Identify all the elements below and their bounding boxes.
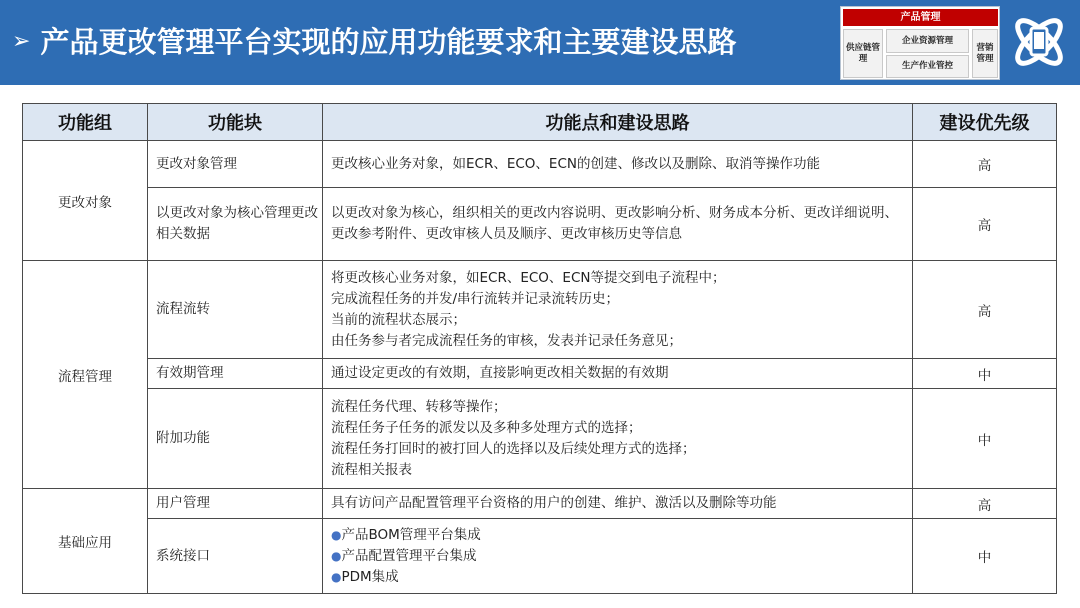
points-cell (323, 261, 913, 359)
point-text: 通过设定更改的有效期，直接影响更改相关数据的有效期 (331, 365, 669, 381)
point-text: 将更改核心业务对象，如ECR、ECO、ECN等提交到电子流程中； (331, 269, 726, 286)
priority-cell: 高 (913, 489, 1057, 519)
group-basic-application: 基础应用 (23, 489, 148, 594)
point-text: 以更改对象为核心，组织相关的更改内容说明、更改影响分析、财务成本分析、更改详细说明、更改参考附件、更改审核人员及顺序、更改审核历史等信息 (331, 205, 898, 242)
priority-cell: 高 (913, 261, 1057, 359)
points-cell (323, 188, 913, 261)
point-text: 具有访问产品配置管理平台资格的用户的创建、维护、激活以及删除等功能 (331, 495, 777, 511)
point-text: 流程相关报表 (331, 461, 412, 478)
bullet-point-text: ● 产品配置管理平台集成 (331, 546, 906, 567)
header-priority: 建设优先级 (913, 104, 1057, 141)
block-cell: 以更改对象为核心管理更改相关数据 (148, 188, 323, 261)
bullet-point-text: ● PDM集成 (331, 567, 906, 588)
point-text: 更改核心业务对象，如ECR、ECO、ECN的创建、修改以及删除、取消等操作功能 (331, 155, 820, 172)
points-cell (323, 389, 913, 489)
points-cell (323, 519, 913, 594)
product-management-diagram (840, 6, 1000, 80)
table-row (23, 359, 1057, 389)
table-row (23, 141, 1057, 188)
diagram-product-management: 产品管理 (843, 9, 998, 26)
block-cell: 附加功能 (148, 389, 323, 489)
priority-cell: 中 (913, 389, 1057, 489)
table-row (23, 519, 1057, 594)
point-text: 流程任务打回时的被打回人的选择以及后续处理方式的选择； (331, 440, 696, 457)
block-cell: 用户管理 (148, 489, 323, 519)
table-row (23, 389, 1057, 489)
point-text: 完成流程任务的并发/串行流转并记录流转历史； (331, 290, 620, 307)
block-cell: 有效期管理 (148, 359, 323, 389)
diagram-erp: 企业资源管理 (886, 29, 969, 53)
function-table (22, 103, 1057, 594)
points-cell (323, 489, 913, 519)
bullet-point-text: ● 产品BOM管理平台集成 (331, 525, 906, 546)
header-function-block: 功能块 (148, 104, 323, 141)
point-text: 流程任务代理、转移等操作； (331, 398, 507, 415)
page-header (0, 0, 1080, 85)
point-text: 由任务参与者完成流程任务的审核，发表并记录任务意见； (331, 332, 682, 349)
atom-phone-icon (1008, 10, 1070, 74)
group-change-object: 更改对象 (23, 141, 148, 261)
block-cell: 更改对象管理 (148, 141, 323, 188)
header-function-points: 功能点和建设思路 (323, 104, 913, 141)
page-title (12, 22, 736, 62)
header-function-group: 功能组 (23, 104, 148, 141)
priority-cell: 中 (913, 519, 1057, 594)
table-row (23, 261, 1057, 359)
priority-cell: 高 (913, 188, 1057, 261)
table-row (23, 489, 1057, 519)
priority-cell: 中 (913, 359, 1057, 389)
priority-cell: 高 (913, 141, 1057, 188)
points-cell (323, 359, 913, 389)
point-text: 当前的流程状态展示； (331, 311, 466, 328)
block-cell: 流程流转 (148, 261, 323, 359)
points-cell (323, 141, 913, 188)
table-row (23, 188, 1057, 261)
page-title-text: 产品更改管理平台实现的应用功能要求和主要建设思路 (40, 25, 737, 59)
arrow-icon: ➢ (12, 29, 31, 54)
point-text: 流程任务子任务的派发以及多种多处理方式的选择； (331, 419, 642, 436)
diagram-scm: 供应链管理 (843, 29, 883, 78)
diagram-sales: 营销管理 (972, 29, 998, 78)
block-cell: 系统接口 (148, 519, 323, 594)
table-header-row (23, 104, 1057, 141)
diagram-mes: 生产作业管控 (886, 55, 969, 78)
group-process-management: 流程管理 (23, 261, 148, 489)
